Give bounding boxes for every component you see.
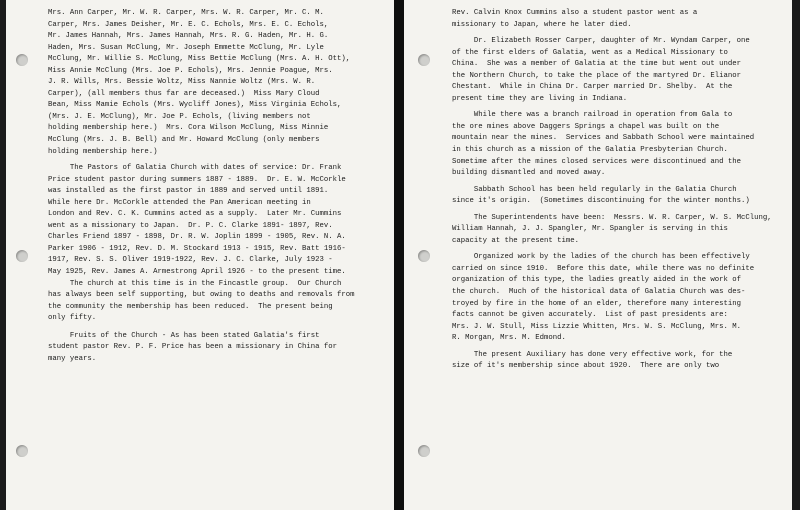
text-line: Rev. Calvin Knox Cummins also a student pastor went as a [452,9,698,17]
paragraph [452,185,780,208]
text-line: mountain near the mines. Services and Sabbath School were maintained [452,134,755,143]
text-line: Sometime after the mines closed services were discontinued and the [452,157,742,166]
text-line: went as a missionary to Japan. Dr. P. C. Clarke 1891- 1897, Rev. [48,221,333,230]
text-line: the church. Much of the historical data of Galatia Church was des- [452,288,746,297]
binder-hole [16,445,28,457]
text-line: Mrs. J. W. Stull, Miss Lizzie Whitten, Mrs. W. S. McClung, Mrs. M. [452,322,742,331]
text-line: William Hannah, J. J. Spangler, Mr. Spangler is serving in this [452,225,728,234]
text-line: Bean, Miss Mamie Echols (Mrs. Wycliff Jones), Miss Virginia Echols, [48,101,342,110]
text-line: was installed as the first pastor in 1889 and served until 1891. [48,187,329,196]
text-line: capacity at the present time. [452,236,579,245]
text-line: May 1925, Rev. James A. Armestrong April 1926 - to the present time. [48,268,346,277]
text-line: Fruits of the Church - As has been stated Galatia's first [48,331,320,340]
text-line: 1917, Rev. S. S. Oliver 1919-1922, Rev. J. C. Clarke, July 1923 - [48,256,333,265]
text-line: Carper), (all members thus far are deceased.) Miss Mary Cloud [48,89,320,98]
text-line: has always been self supporting, but owing to deaths and removals from [48,291,355,300]
paragraph [452,350,780,373]
text-line: R. Morgan, Mrs. M. Edmond. [452,334,566,343]
text-line: Dr. Elizabeth Rosser Carper, daughter of Mr. Wyndam Carper, one [452,37,750,46]
text-line: the community the membership has been reduced. The present being [48,302,333,311]
text-line: present time they are living in Indiana. [452,94,628,103]
left-page-text [48,8,384,365]
text-line: Carper, Mrs. James Deisher, Mr. E. C. Echols, Mrs. E. C. Echols, [48,20,329,29]
text-line: The church at this time is in the Fincastle group. Our Church [48,279,342,288]
book-spine [394,0,404,510]
text-line: many years. [48,354,97,363]
text-line: McClung, Mr. Willie S. McClung, Miss Bettie McClung (Mrs. A. H. Ott), [48,55,351,64]
text-line: McClung (Mrs. J. B. Bell) and Mr. Howard McClung (only members [48,136,320,145]
text-line: The Pastors of Galatia Church with dates of service: Dr. Frank [48,164,342,173]
binder-hole [16,250,28,262]
text-line: holding membership here.) Mrs. Cora Wilson McClung, Miss Minnie [48,124,329,133]
binder-hole [418,54,430,66]
text-line: J. R. Wills, Mrs. Bessie Woltz, Miss Nannie Woltz (Mrs. W. R. [48,78,316,87]
text-line: Mr. James Hannah, Mrs. James Hannah, Mrs. R. G. Haden, Mr. H. G. [48,32,329,41]
paragraph [48,331,384,366]
text-line: While there was a branch railroad in operation from Gala to [452,111,733,120]
text-line: Sabbath School has been held regularly in the Galatia Church [452,185,737,194]
text-line: Parker 1906 - 1912, Rev. D. M. Stockard 1913 - 1915, Rev. Batt 1916- [48,244,346,253]
text-line: the ore mines above Daggers Springs a chapel was built on the [452,122,720,131]
text-line: holding membership here.) [48,147,158,156]
text-line: Organized work by the ladies of the church has been effectively [452,253,750,262]
binder-hole [16,54,28,66]
text-line: student pastor Rev. P. F. Price has been a missionary in China for [48,343,338,352]
binder-hole [418,445,430,457]
text-line: Chestant. While in China Dr. Carper married Dr. Shelby. At the [452,83,733,92]
right-page-text [452,8,780,373]
text-line: organization of this type, the ladies greatly aided in the work of [452,276,742,285]
text-line: carried on since 1910. Before this date, while there was no definite [452,264,755,273]
right-page [404,0,792,510]
text-line: the Northern Church, to take the place of the martyred Dr. Elianor [452,71,742,80]
text-line: building dismantled and moved away. [452,169,606,178]
text-line: Mrs. Ann Carper, Mr. W. R. Carper, Mrs. W. R. Carper, Mr. C. M. [48,9,324,17]
text-line: of the first elders of Galatia, went as a Medical Missionary to [452,48,728,57]
text-line: London and Rev. C. K. Cummins acted as a supply. Later Mr. Cummins [48,210,342,219]
text-line: The Superintendents have been: Messrs. W. R. Carper, W. S. McClung, [452,213,772,222]
text-line: missionary to Japan, where he later died. [452,20,632,29]
text-line: size of it's membership since about 1920. There are only two [452,362,720,371]
text-line: in this church as a mission of the Galatia Presbyterian Church. [452,146,728,155]
binder-holes [16,0,30,510]
text-line: China. She was a member of Galatia at the time but went out under [452,60,742,69]
text-line: The present Auxiliary has done very effective work, for the [452,350,733,359]
paragraph [48,8,384,158]
paragraph [452,252,780,344]
text-line: (Mrs. J. E. McClung), Mr. Joe P. Echols, (living members not [48,112,311,121]
text-line: since it's origin. (Sometimes discontinuing for the winter months.) [452,197,750,206]
paragraph [48,163,384,325]
text-line: only fifty. [48,314,97,323]
text-line: Price student pastor during summers 1887 - 1889. Dr. E. W. McCorkle [48,175,346,184]
paragraph [452,110,780,179]
paragraph [452,36,780,105]
binder-holes [418,0,432,510]
text-line: Charles Friend 1897 - 1898, Dr. R. W. Joplin 1899 - 1905, Rev. N. A. [48,233,346,242]
text-line: facts cannot be given accurately. List of past presidents are: [452,311,728,320]
paragraph [452,213,780,248]
left-page [6,0,394,510]
text-line: Miss Annie McClung (Mrs. Joe P. Echols), Mrs. Jennie Poague, Mrs. [48,66,333,75]
text-line: While here Dr. McCorkle attended the Pan American meeting in [48,198,311,207]
text-line: Haden, Mrs. Susan McClung, Mr. Joseph Emmette McClung, Mr. Lyle [48,43,324,52]
binder-hole [418,250,430,262]
text-line: troyed by fire in the home of an elder, therefore many interesting [452,299,742,308]
paragraph [452,8,780,31]
